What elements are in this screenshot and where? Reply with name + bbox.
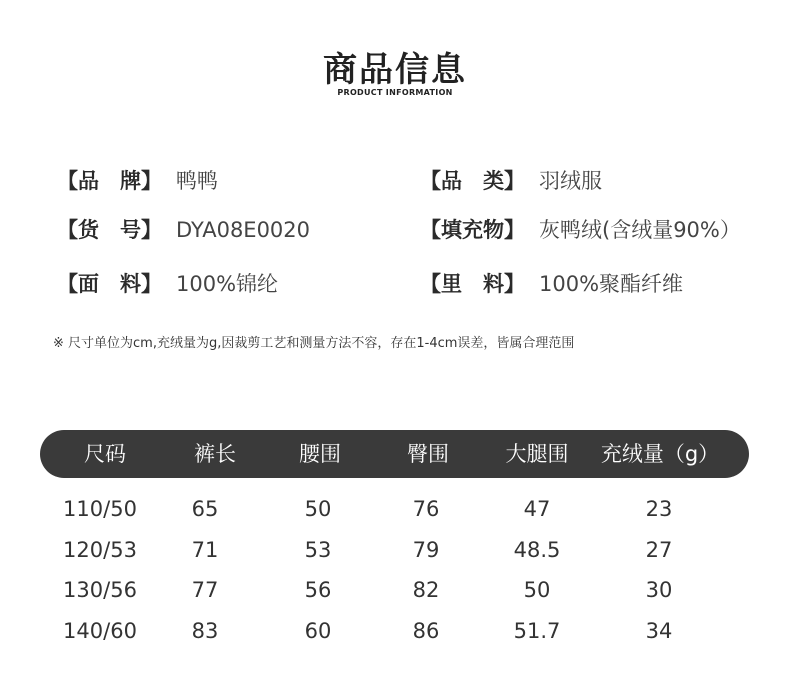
table-cell: 30 bbox=[645, 578, 673, 602]
table-cell: 79 bbox=[412, 538, 440, 562]
size-table-header bbox=[40, 430, 749, 478]
header-size: 尺码 bbox=[84, 442, 126, 466]
table-cell: 82 bbox=[412, 578, 440, 602]
table-cell: 83 bbox=[191, 619, 219, 643]
table-cell: 56 bbox=[304, 578, 332, 602]
table-cell: 77 bbox=[191, 578, 219, 602]
table-cell: 34 bbox=[645, 619, 673, 643]
filling-value: 灰鸭绒(含绒量90%） bbox=[539, 218, 741, 242]
fabric-row bbox=[57, 268, 278, 298]
lining-row bbox=[420, 268, 683, 298]
brand-row bbox=[57, 165, 218, 195]
table-cell: 76 bbox=[412, 497, 440, 521]
table-cell: 71 bbox=[191, 538, 219, 562]
page-subtitle: PRODUCT INFORMATION bbox=[337, 88, 453, 97]
brand-label: 【品 牌】 bbox=[57, 169, 162, 193]
item-no-row bbox=[57, 214, 310, 244]
table-cell: 51.7 bbox=[513, 619, 561, 643]
category-value: 羽绒服 bbox=[539, 169, 602, 193]
filling-label: 【填充物】 bbox=[420, 218, 525, 242]
table-cell: 48.5 bbox=[513, 538, 561, 562]
lining-value: 100%聚酯纤维 bbox=[539, 272, 684, 296]
filling-row bbox=[420, 214, 741, 244]
measurement-note: ※ 尺寸单位为cm,充绒量为g,因裁剪工艺和测量方法不容，存在1-4cm误差，皆属合理范围 bbox=[53, 336, 575, 351]
table-cell: 53 bbox=[304, 538, 332, 562]
category-row bbox=[420, 165, 602, 195]
header-pants-length: 裤长 bbox=[194, 442, 236, 466]
table-cell: 50 bbox=[523, 578, 551, 602]
lining-label: 【里 料】 bbox=[420, 272, 525, 296]
header-thigh: 大腿围 bbox=[505, 442, 569, 466]
fabric-value: 100%锦纶 bbox=[176, 272, 279, 296]
table-cell: 23 bbox=[645, 497, 673, 521]
table-cell: 110/50 bbox=[63, 497, 137, 521]
table-cell: 47 bbox=[523, 497, 551, 521]
table-cell: 50 bbox=[304, 497, 332, 521]
table-cell: 120/53 bbox=[63, 538, 137, 562]
table-cell: 140/60 bbox=[63, 619, 137, 643]
table-cell: 27 bbox=[645, 538, 673, 562]
item-no-label: 【货 号】 bbox=[57, 218, 162, 242]
table-cell: 60 bbox=[304, 619, 332, 643]
table-cell: 86 bbox=[412, 619, 440, 643]
table-cell: 130/56 bbox=[63, 578, 137, 602]
table-cell: 65 bbox=[191, 497, 219, 521]
fabric-label: 【面 料】 bbox=[57, 272, 162, 296]
header-filling-weight: 充绒量（g） bbox=[600, 442, 720, 466]
header-waist: 腰围 bbox=[299, 442, 341, 466]
page-title: 商品信息 bbox=[323, 50, 467, 90]
brand-value: 鸭鸭 bbox=[176, 169, 218, 193]
item-no-value: DYA08E0020 bbox=[176, 218, 311, 242]
category-label: 【品 类】 bbox=[420, 169, 525, 193]
header-hip: 臀围 bbox=[407, 442, 449, 466]
